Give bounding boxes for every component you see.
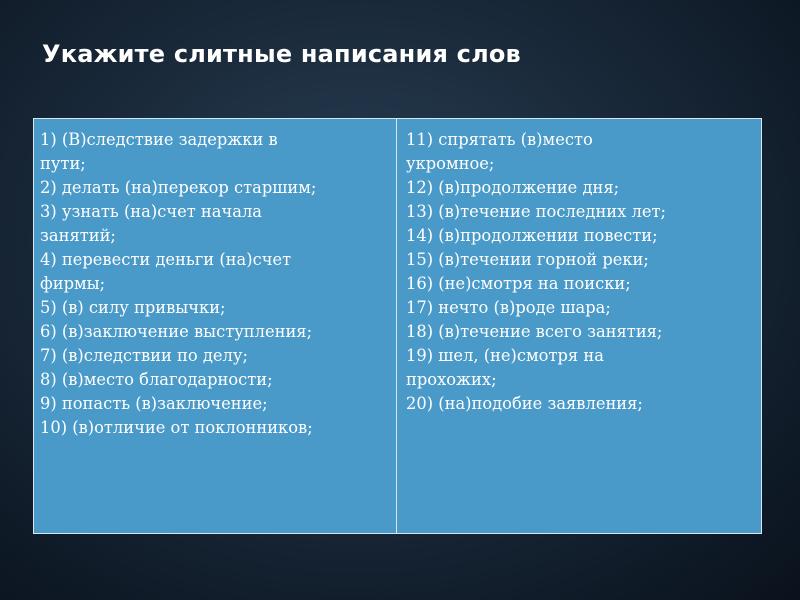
- list-item: 15) (в)течении горной реки;: [406, 250, 649, 269]
- list-item: 8) (в)место благодарности;: [40, 370, 273, 389]
- list-item: 13) (в)течение последних лет;: [406, 202, 666, 221]
- list-item: 18) (в)течение всего занятия;: [406, 322, 663, 341]
- list-item: 14) (в)продолжении повести;: [406, 226, 658, 245]
- list-item: 1) (В)следствие задержки в пути;: [40, 130, 278, 173]
- list-item: 2) делать (на)перекор старшим;: [40, 178, 317, 197]
- list-item: 5) (в) силу привычки;: [40, 298, 226, 317]
- list-item: 20) (на)подобие заявления;: [406, 394, 643, 413]
- list-item: 6) (в)заключение выступления;: [40, 322, 313, 341]
- list-item: 4) перевести деньги (на)счет фирмы;: [40, 250, 292, 293]
- list-item: 17) нечто (в)роде шара;: [406, 298, 611, 317]
- list-item: 7) (в)следствии по делу;: [40, 346, 248, 365]
- table-column-left: [34, 119, 397, 533]
- list-item: 16) (не)смотря на поиски;: [406, 274, 631, 293]
- slide-title: Укажите слитные написания слов: [42, 40, 521, 68]
- table-column-right: [397, 119, 761, 533]
- list-item: 11) спрятать (в)место укромное;: [406, 130, 593, 173]
- exercise-table: [33, 118, 762, 534]
- list-item: 3) узнать (на)счет начала занятий;: [40, 202, 262, 245]
- list-item: 10) (в)отличие от поклонников;: [40, 418, 313, 437]
- list-item: 12) (в)продолжение дня;: [406, 178, 620, 197]
- list-item: 19) шел, (не)смотря на прохожих;: [406, 346, 604, 389]
- list-item: 9) попасть (в)заключение;: [40, 394, 268, 413]
